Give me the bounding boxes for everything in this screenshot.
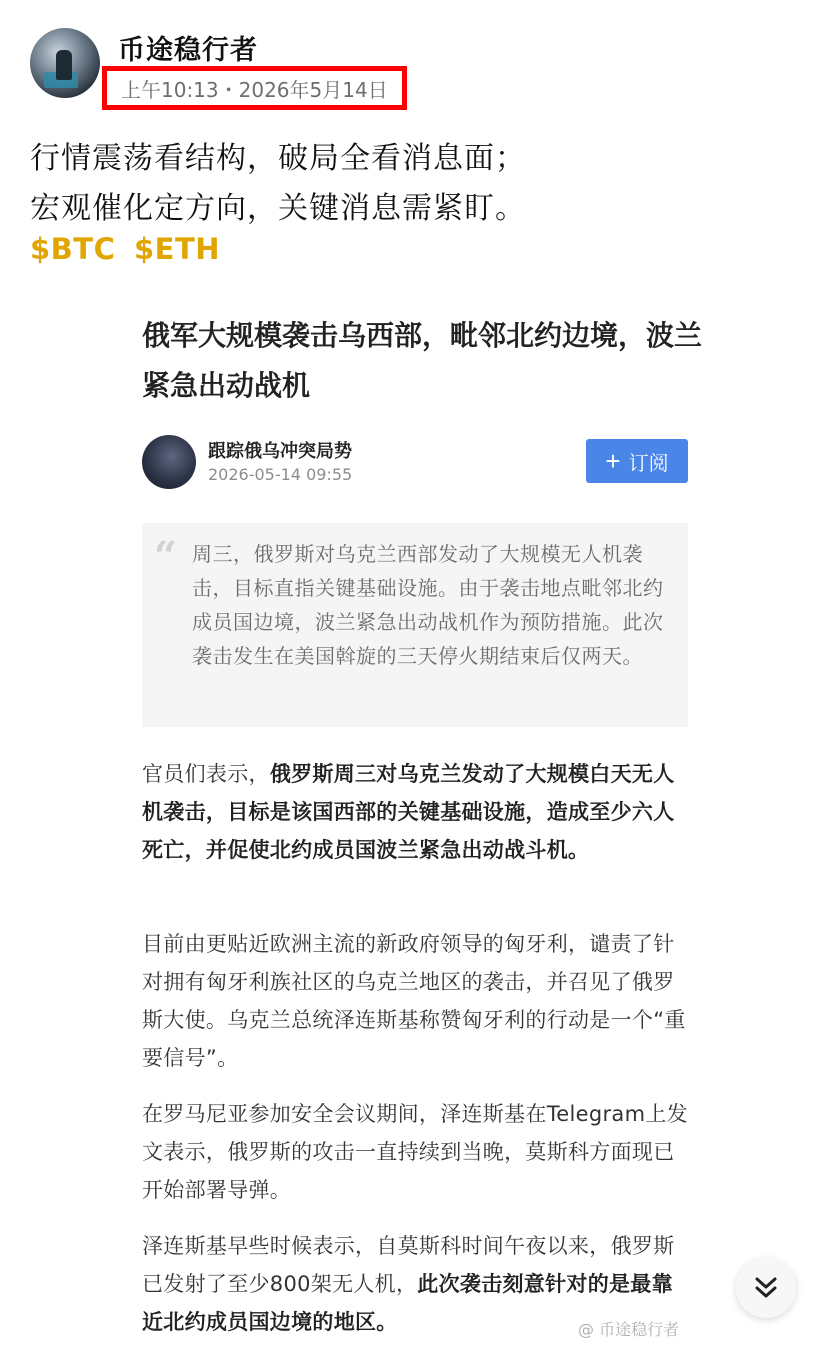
source-date: 2026-05-14 09:55 <box>208 465 353 484</box>
post-text-line-2: 宏观催化定方向，关键消息需紧盯。 <box>30 191 526 226</box>
quote-mark-icon: “ <box>154 533 178 580</box>
quote-text: 周三，俄罗斯对乌克兰西部发动了大规模无人机袭击，目标直指关键基础设施。由于袭击地点毗邻北约成员国边境，波兰紧急出动战机作为预防措施。此次袭击发生在美国斡旋的三天停火期结束后仅两天。 <box>192 542 664 668</box>
avatar[interactable] <box>30 28 100 98</box>
ticker-tags <box>30 232 228 266</box>
article-paragraph-2: 目前由更贴近欧洲主流的新政府领导的匈牙利，谴责了针对拥有匈牙利族社区的乌克兰地区的袭击，并召见了俄罗斯大使。乌克兰总统泽连斯基称赞匈牙利的行动是一个“重要信号”。 <box>142 932 686 1070</box>
article-summary-quote <box>142 523 688 727</box>
paragraph-1-bold: 俄罗斯周三对乌克兰发动了大规模白天无人机袭击，目标是该国西部的关键基础设施，造成至少六人死亡，并促使北约成员国波兰紧急出动战斗机。 <box>142 762 675 862</box>
watermark: @ 币途稳行者 <box>578 1320 680 1339</box>
post-header <box>30 24 430 114</box>
ticker-eth[interactable]: $ETH <box>133 232 221 266</box>
paragraph-4-lead: 泽连斯基早些时候表示，自莫斯科时间午夜以来，俄罗斯已发射了至少800架无人机， <box>142 1234 675 1296</box>
post-text <box>30 134 810 234</box>
subscribe-label: 订阅 <box>628 452 669 475</box>
article-source <box>142 435 688 495</box>
plus-icon: + <box>605 446 621 476</box>
paragraph-1-lead: 官员们表示， <box>142 762 270 786</box>
article-paragraph-1 <box>142 755 690 869</box>
timestamp: 上午10:13・2026年5月14日 <box>102 66 407 110</box>
paragraph-4-bold: 此次袭击刻意针对的是最靠近北约成员国边境的地区。 <box>142 1272 673 1334</box>
double-chevron-down-icon <box>751 1273 781 1303</box>
subscribe-button[interactable] <box>586 439 688 483</box>
scroll-down-button[interactable] <box>736 1258 796 1318</box>
username[interactable]: 币途稳行者 <box>118 35 258 66</box>
source-avatar[interactable] <box>142 435 196 489</box>
article-title: 俄军大规模袭击乌西部，毗邻北约边境，波兰紧急出动战机 <box>142 319 703 402</box>
ticker-btc[interactable]: $BTC <box>30 232 116 266</box>
article-paragraph-3: 在罗马尼亚参加安全会议期间，泽连斯基在Telegram上发文表示，俄罗斯的攻击一直持续到当晚，莫斯科方面现已开始部署导弹。 <box>142 1102 688 1202</box>
source-name[interactable]: 跟踪俄乌冲突局势 <box>208 441 352 462</box>
post-text-line-1: 行情震荡看结构，破局全看消息面； <box>30 141 526 176</box>
avatar-figure <box>56 50 72 80</box>
article-card[interactable] <box>120 305 710 1347</box>
